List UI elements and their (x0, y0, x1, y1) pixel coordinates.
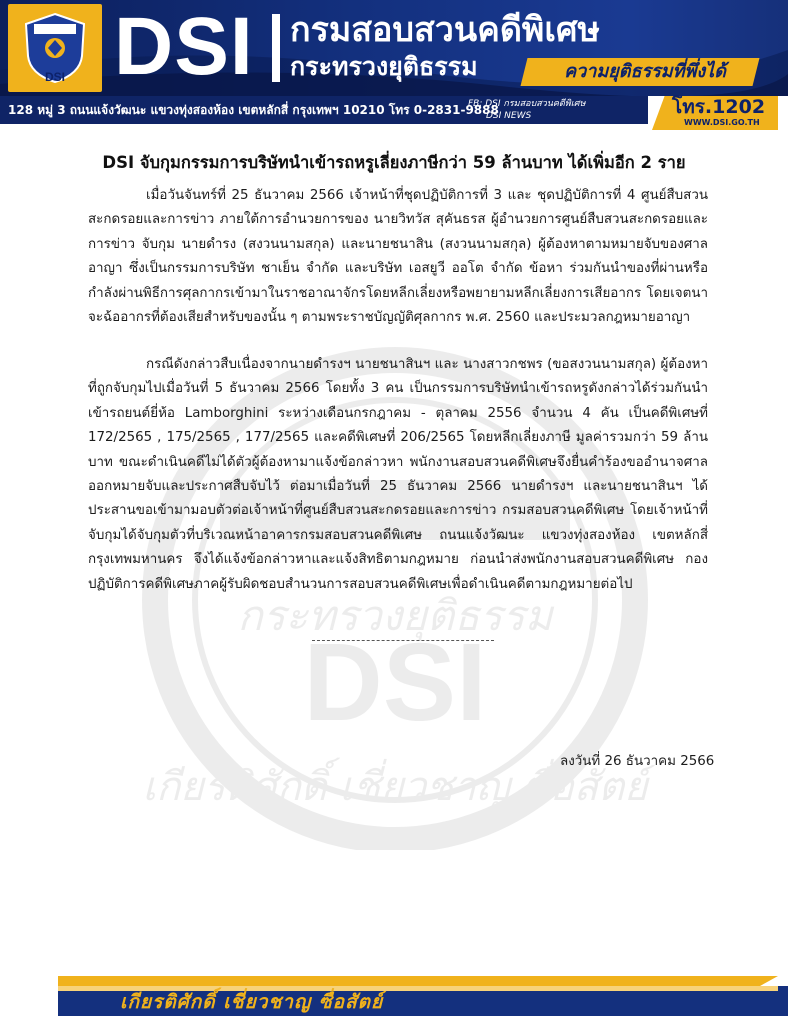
logo-label: DSI (44, 70, 65, 84)
news-label: DSI NEWS (486, 111, 532, 121)
motto-text: ความยุติธรรมที่พึ่งได้ (564, 61, 726, 82)
section-divider (312, 640, 494, 641)
ministry-name: กระทรวงยุติธรรม (290, 52, 478, 81)
facebook-label: FB: DSI กรมสอบสวนคดีพิเศษ (468, 99, 586, 109)
header-divider (272, 14, 280, 82)
page-title: DSI จับกุมกรรมการบริษัทนำเข้ารถหรูเลี่ยงภาษีกว่า 59 ล้านบาท ได้เพิ่มอีก 2 ราย (102, 153, 686, 172)
letterhead (0, 0, 788, 135)
document-date: ลงวันที่ 26 ธันวาคม 2566 (560, 754, 715, 769)
paragraph-1: เมื่อวันจันทร์ที่ 25 ธันวาคม 2566 เจ้าหน้าที่ชุดปฏิบัติการที่ 3 และ ชุดปฏิบัติการที่ 4 ศูนย์สืบสวนสะกดรอยและการข่าว ภายใต้การอำนวยการของ นายวิทวัส สุคันธรส ผู้อำนวยการศูนย์สืบสวนสะกดรอยและการข่าว จับกุม นายดำรง (สงวนนามสกุล) และนายชนาสิน (สงวนนามสกุล) ผู้ต้องหาตามหมายจับของศาลอาญา ซึ่งเป็นกรรมการบริษัท ชาเย็น จำกัด และบริษัท เอสยูวี ออโต จำกัด ข้อหา ร่วมกันนำของที่ผ่านหรือกำลังผ่านพิธีการศุลกากรเข้ามาในราชอาณาจักรโดยหลีกเลี่ยงหรือพยายามหลีกเลี่ยงการเสียอากร โดยเจตนาจะฉ้ออากรที่ต้องเสียสำหรับของนั้น ๆ ตามพระราชบัญญัติศุลกากร พ.ศ. 2560 และประมวลกฎหมายอาญา (88, 188, 708, 326)
hotline-number: โทร.1202 (672, 96, 766, 118)
footer-banner (0, 976, 788, 1024)
department-name: กรมสอบสวนคดีพิเศษ (290, 10, 600, 50)
address-text: 128 หมู่ 3 ถนนแจ้งวัฒนะ แขวงทุ่งสองห้อง เขตหลักสี่ กรุงเทพฯ 10210 โทร 0-2831-9888 (8, 103, 499, 117)
footer-slogan: เกียรติศักดิ์ เชี่ยวชาญ ซื่อสัตย์ (120, 991, 384, 1013)
watermark-bottom-text: เกียรติศักดิ์ เชี่ยวชาญ ซื่อสัตย์ (142, 764, 648, 810)
watermark-top-text: กระทรวงยุติธรรม (237, 591, 553, 640)
dsi-logo (8, 4, 102, 92)
watermark-center-text: DSI (303, 621, 487, 744)
paragraph-2: กรณีดังกล่าวสืบเนื่องจากนายดำรงฯ นายชนาสินฯ และ นางสาวกชพร (ขอสงวนนามสกุล) ผู้ต้องหาที่ถูกจับกุมไปเมื่อวันที่ 5 ธันวาคม 2566 โดยทั้ง 3 คน เป็นกรรมการบริษัทนำเข้ารถหรูดังกล่าวได้ร่วมกันนำเข้ารถยนต์ยี่ห้อ Lamborghini ระหว่างเดือนกรกฎาคม - ตุลาคม 2556 จำนวน 4 คัน เป็นคดีพิเศษที่ 172/2565 , 175/2565 , 177/2565 และคดีพิเศษที่ 206/2565 โดยหลีกเลี่ยงภาษี มูลค่ารวมกว่า 59 ล้านบาท ขณะดำเนินคดีไม่ได้ตัวผู้ต้องหามาแจ้งข้อกล่าวหา พนักงานสอบสวนคดีพิเศษจึงยื่นคำร้องขออำนาจศาลออกหมายจับและประกาศสืบจับไว้ ต่อมาเมื่อวันที่ 25 ธันวาคม 2566 นายดำรงฯ และนายชนาสินฯ ได้ประสานขอเข้ามามอบตัวต่อเจ้าหน้าที่ศูนย์สืบสวนสะกดรอยและการข่าว กรมสอบสวนคดีพิเศษ โดยเจ้าหน้าที่จับกุมได้จับกุมตัวที่บริเวณหน้าอาคารกรมสอบสวนคดีพิเศษ ถนนแจ้งวัฒนะ แขวงทุ่งสองห้อง เขตหลักสี่ กรุงเทพมหานคร จึงได้แจ้งข้อกล่าวหาและแจ้งสิทธิตามกฎหมาย ก่อนนำส่งพนักงานสอบสวนคดีพิเศษ กองปฏิบัติการคดีพิเศษภาคผู้รับผิดชอบสำนวนการสอบสวนคดีพิเศษเพื่อดำเนินคดีตามกฎหมายต่อไป (88, 357, 708, 592)
social-links (468, 98, 585, 122)
website-url: WWW.DSI.GO.TH (684, 118, 760, 127)
brand-wordmark: DSI (114, 1, 254, 92)
